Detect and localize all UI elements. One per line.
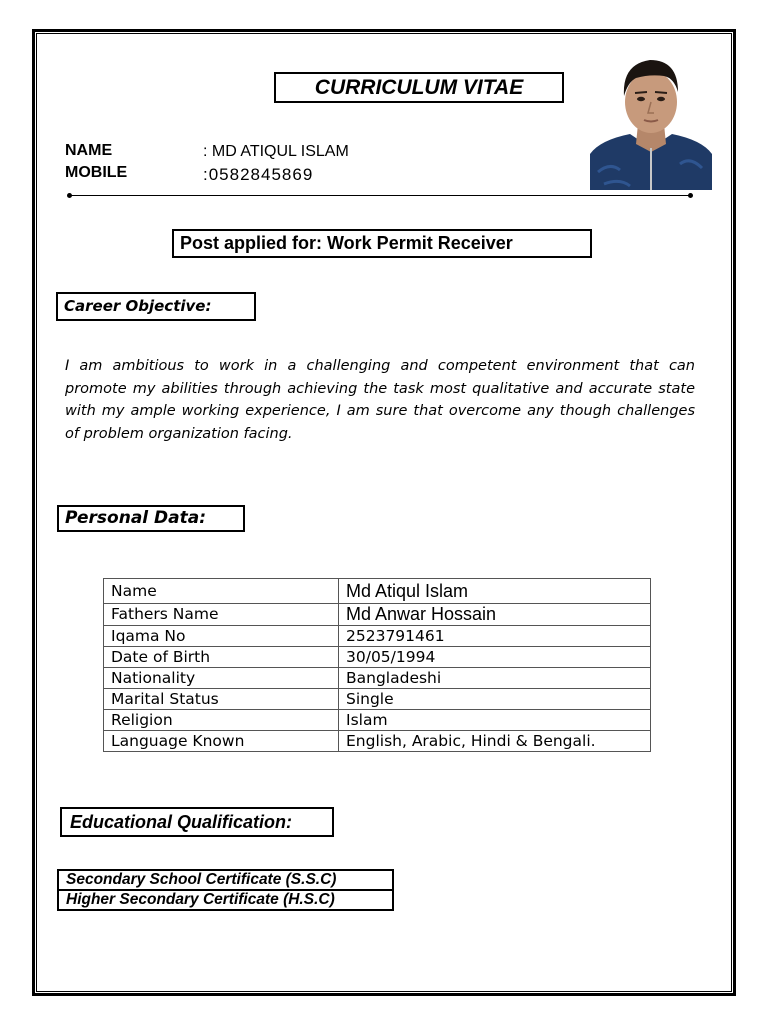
row-label: Name [104, 579, 339, 604]
row-label: Marital Status [104, 689, 339, 710]
header-divider [69, 195, 691, 196]
row-value: Md Anwar Hossain [339, 604, 651, 626]
table-row [104, 668, 651, 689]
profile-photo [590, 52, 712, 190]
row-label: Fathers Name [104, 604, 339, 626]
row-label: Date of Birth [104, 647, 339, 668]
name-value: : MD ATIQUL ISLAM [203, 143, 349, 160]
educational-qualification-heading: Educational Qualification: [60, 807, 334, 837]
table-row [104, 689, 651, 710]
career-objective-heading: Career Objective: [56, 292, 256, 321]
education-table [57, 869, 394, 911]
row-label: Religion [104, 710, 339, 731]
name-label: NAME [65, 142, 113, 159]
row-label: Language Known [104, 731, 339, 752]
row-value: Md Atiqul Islam [339, 579, 651, 604]
row-value: Bangladeshi [339, 668, 651, 689]
table-row [58, 870, 393, 890]
education-item: Higher Secondary Certificate (H.S.C) [58, 890, 393, 910]
post-applied-for: Post applied for: Work Permit Receiver [172, 229, 592, 258]
table-row [104, 579, 651, 604]
education-item: Secondary School Certificate (S.S.C) [58, 870, 393, 890]
table-row [58, 890, 393, 910]
table-row [104, 731, 651, 752]
table-row [104, 626, 651, 647]
table-row [104, 604, 651, 626]
row-value: English, Arabic, Hindi & Bengali. [339, 731, 651, 752]
row-value: Islam [339, 710, 651, 731]
table-row [104, 647, 651, 668]
table-row [104, 710, 651, 731]
row-value: Single [339, 689, 651, 710]
row-label: Iqama No [104, 626, 339, 647]
row-value: 30/05/1994 [339, 647, 651, 668]
mobile-label: MOBILE [65, 164, 128, 181]
personal-data-heading: Personal Data: [57, 505, 245, 532]
career-objective-text: I am ambitious to work in a challenging and competent environment that can promote my abilities through achieving the task most qualitative and accurate state with my ample working experience, I am sure that overcome any though challenges of problem organization facing. [65, 358, 695, 442]
row-label: Nationality [104, 668, 339, 689]
mobile-value: :0582845869 [203, 165, 314, 184]
personal-data-table [103, 578, 651, 752]
cv-title: CURRICULUM VITAE [274, 72, 564, 103]
row-value: 2523791461 [339, 626, 651, 647]
